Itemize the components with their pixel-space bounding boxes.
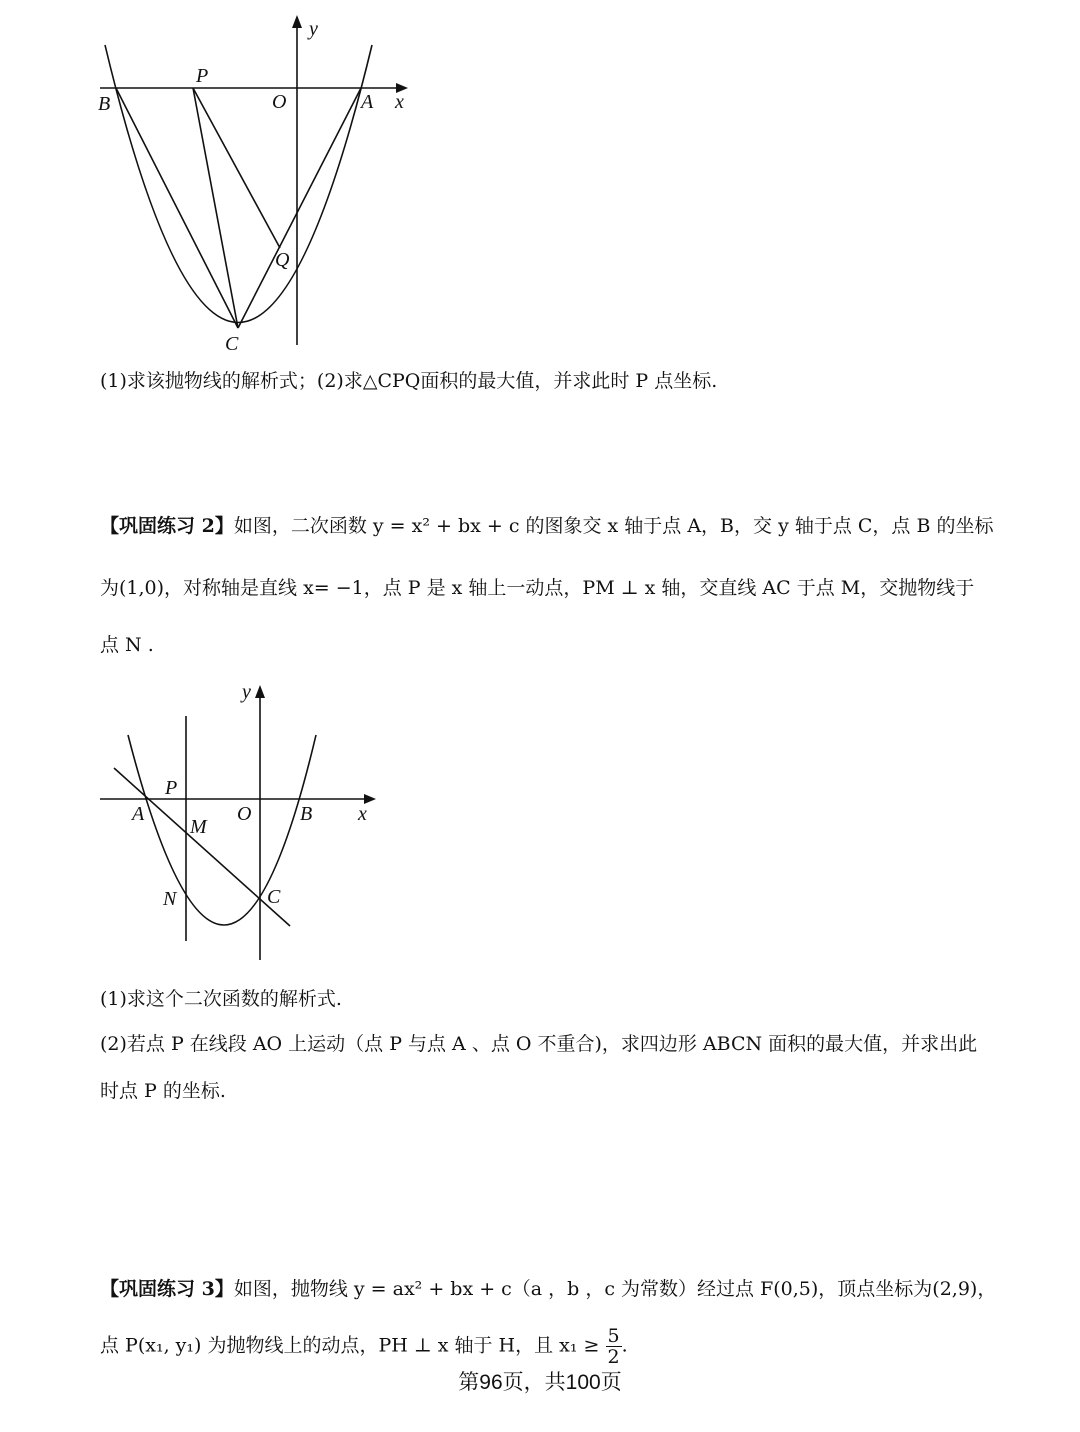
label-y: y [242,681,251,703]
label-A: A [132,803,145,825]
exercise-3-line-2-text: 点 P(x₁, y₁) 为抛物线上的动点，PH ⊥ x 轴于 H，且 x₁ ≥ [100,1334,600,1357]
exercise-2-sub-2b: 时点 P 的坐标. [100,1080,226,1102]
label-C: C [225,333,239,355]
label-O: O [272,91,287,113]
fraction-numerator: 5 [607,1325,620,1347]
label-O: O [237,803,252,825]
figure-1-parabola [90,10,420,360]
exercise-2-sub-1: (1)求这个二次函数的解析式. [100,988,342,1010]
fraction-denominator: 2 [607,1346,620,1368]
label-P: P [196,65,209,87]
label-x: x [358,803,367,825]
exercise-2-sub-2a: (2)若点 P 在线段 AO 上运动（点 P 与点 A 、点 O 不重合)，求四边形 ABCN 面积的最大值，并求出此 [100,1033,978,1055]
exercise-3-line-1-text: 如图，抛物线 y = ax² + bx + c（a ，b ，c 为常数）经过点 F(0,5)，顶点坐标为(2,9)， [233,1278,997,1300]
segment-PC [193,88,238,328]
exercise-2-line-1 [100,513,993,539]
fraction-five-halves [606,1326,622,1367]
exercise-2-line-1-text: 如图，二次函数 y = x² + bx + c 的图象交 x 轴于点 A，B，交 y 轴于点 C，点 B 的坐标 [233,515,994,537]
question-1-text: (1)求该抛物线的解析式；(2)求△CPQ面积的最大值，并求此时 P 点坐标. [100,370,718,392]
label-x: x [395,91,404,113]
exercise-3-line-2 [100,1326,628,1367]
label-M: M [190,816,207,838]
label-B: B [300,803,313,825]
parabola-curve [128,735,316,925]
segment-AC [238,88,361,328]
segment-PQ [193,88,280,248]
line-AC [114,768,290,926]
label-Q: Q [275,249,290,271]
figure-2-parabola [95,675,385,970]
label-A: A [361,91,374,113]
parabola-curve [105,45,372,323]
page-footer: 第96页，共100页 [458,1371,622,1394]
label-C: C [267,886,281,908]
y-axis-arrow [255,685,265,698]
segment-BC [116,88,238,328]
exercise-3-tag: 【巩固练习 3】 [100,1278,234,1300]
exercise-3-line-1 [100,1276,996,1302]
label-B: B [98,93,111,115]
exercise-2-tag: 【巩固练习 2】 [100,515,234,537]
label-P: P [165,777,178,799]
label-N: N [163,888,177,910]
y-axis-arrow [292,15,302,28]
exercise-3-line-2-end: . [621,1334,628,1357]
exercise-2-line-3: 点 N . [100,634,154,656]
exercise-2-line-2: 为(1,0)，对称轴是直线 x= −1，点 P 是 x 轴上一动点，PM ⊥ x 轴，交直线 AC 于点 M，交抛物线于 [100,577,975,599]
label-y: y [309,18,318,40]
